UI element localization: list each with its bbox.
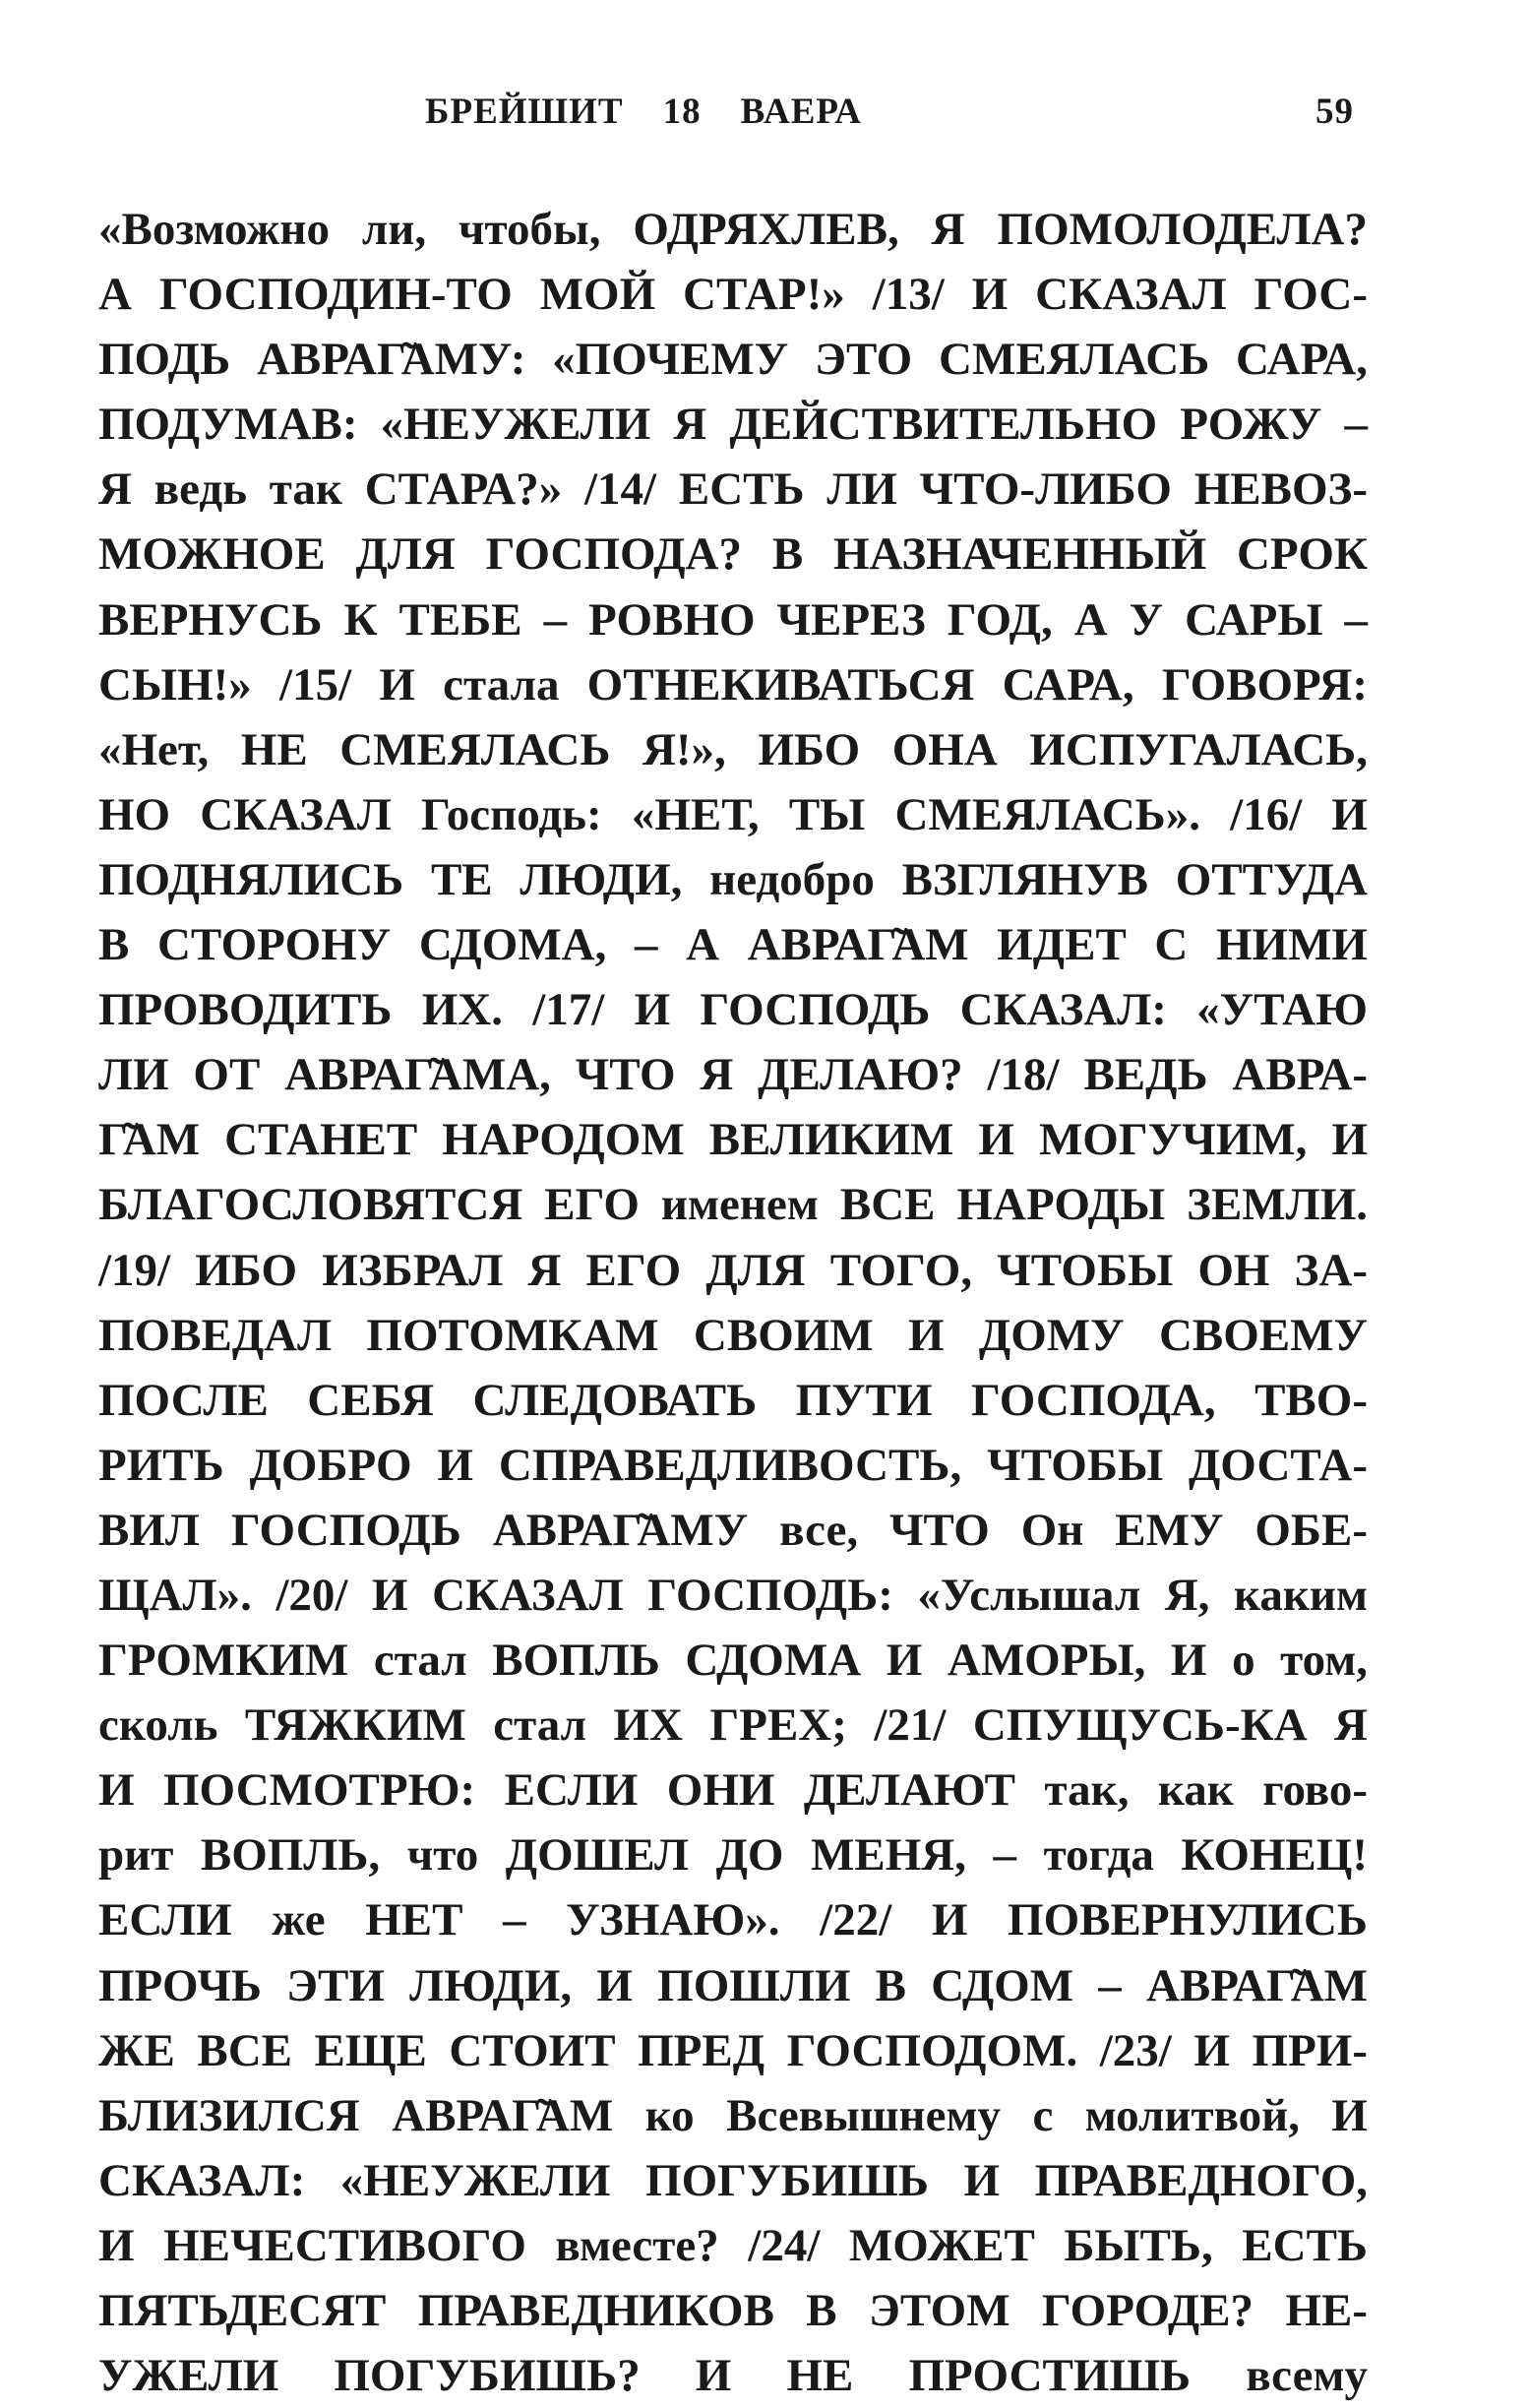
text-line: ПОСЛЕ СЕБЯ СЛЕДОВАТЬ ПУТИ ГОСПОДА, ТВО-: [98, 1374, 1368, 1426]
text-line: СЫН!» /15/ И стала ОТНЕКИВАТЬСЯ САРА, ГОВОРЯ:: [98, 658, 1368, 710]
text-line: «Возможно ли, чтобы, ОДРЯХЛЕВ, Я ПОМОЛОДЕЛА?: [98, 204, 1368, 255]
text-line: ЛИ ОТ АВРАГ̃АМА, ЧТО Я ДЕЛАЮ? /18/ ВЕДЬ АВРА-: [98, 1049, 1368, 1101]
book-title: БРЕЙШИТ: [425, 92, 624, 132]
text-line: Г̃АМ СТАНЕТ НАРОДОМ ВЕЛИКИМ И МОГУЧИМ, И: [98, 1114, 1368, 1166]
text-line: сколь ТЯЖКИМ стал ИХ ГРЕХ; /21/ СПУЩУСЬ-КА Я: [98, 1699, 1368, 1752]
text-line: А ГОСПОДИН-ТО МОЙ СТАР!» /13/ И СКАЗАЛ ГОС-: [98, 269, 1368, 321]
text-line: ПОДНЯЛИСЬ ТЕ ЛЮДИ, недобро ВЗГЛЯНУВ ОТТУДА: [98, 853, 1368, 905]
text-line: БЛАГОСЛОВЯТСЯ ЕГО именем ВСЕ НАРОДЫ ЗЕМЛИ.: [98, 1179, 1368, 1231]
text-line: ЕСЛИ же НЕТ – УЗНАЮ». /22/ И ПОВЕРНУЛИСЬ: [98, 1894, 1368, 1946]
text-line: ГРОМКИМ стал ВОПЛЬ СДОМА И АМОРЫ, И о том,: [98, 1635, 1368, 1687]
running-head: [425, 91, 862, 150]
text-line: /19/ ИБО ИЗБРАЛ Я ЕГО ДЛЯ ТОГО, ЧТОБЫ ОН ЗА-: [98, 1244, 1368, 1296]
text-line: ВИЛ ГОСПОДЬ АВРАГ̃АМУ все, ЧТО Он ЕМУ ОБЕ-: [98, 1504, 1368, 1556]
text-line: рит ВОПЛЬ, что ДОШЕЛ ДО МЕНЯ, – тогда КОНЕЦ!: [98, 1829, 1368, 1882]
chapter-number: 18: [662, 92, 702, 132]
page-number: 59: [1315, 92, 1354, 132]
text-line: Я ведь так СТАРА?» /14/ ЕСТЬ ЛИ ЧТО-ЛИБО НЕВОЗ-: [98, 463, 1368, 516]
text-line: В СТОРОНУ СДОМА, – А АВРАГ̃АМ ИДЕТ С НИМИ: [98, 919, 1368, 971]
text-line: СКАЗАЛ: «НЕУЖЕЛИ ПОГУБИШЬ И ПРАВЕДНОГО,: [98, 2154, 1368, 2206]
text-line: ПОВЕДАЛ ПОТОМКАМ СВОИМ И ДОМУ СВОЕМУ: [98, 1309, 1368, 1361]
text-line: ПОДУМАВ: «НЕУЖЕЛИ Я ДЕЙСТВИТЕЛЬНО РОЖУ –: [98, 399, 1368, 451]
text-line: ПРОЧЬ ЭТИ ЛЮДИ, И ПОШЛИ В СДОМ – АВРАГ̃АМ: [98, 1959, 1368, 2011]
text-line: ВЕРНУСЬ К ТЕБЕ – РОВНО ЧЕРЕЗ ГОД, А У САРЫ –: [98, 593, 1368, 646]
text-line: ПОДЬ АВРАГ̃АМУ: «ПОЧЕМУ ЭТО СМЕЯЛАСЬ САРА,: [98, 334, 1368, 386]
text-line: «Нет, НЕ СМЕЯЛАСЬ Я!», ИБО ОНА ИСПУГАЛАСЬ,: [98, 723, 1368, 775]
text-line: ПЯТЬДЕСЯТ ПРАВЕДНИКОВ В ЭТОМ ГОРОДЕ? НЕ-: [98, 2285, 1368, 2336]
text-line: ЩАЛ». /20/ И СКАЗАЛ ГОСПОДЬ: «Услышал Я, каким: [98, 1569, 1368, 1621]
text-line: ЖЕ ВСЕ ЕЩЕ СТОИТ ПРЕД ГОСПОДОМ. /23/ И ПРИ-: [98, 2024, 1368, 2076]
text-line: БЛИЗИЛСЯ АВРАГ̃АМ ко Всевышнему с молитвой, И: [98, 2089, 1368, 2141]
text-line: УЖЕЛИ ПОГУБИШЬ? И НЕ ПРОСТИШЬ всему: [98, 2350, 1368, 2402]
text-line: И НЕЧЕСТИВОГО вместе? /24/ МОЖЕТ БЫТЬ, ЕСТЬ: [98, 2219, 1368, 2271]
portion-name: ВАЕРА: [740, 92, 862, 132]
text-line: МОЖНОЕ ДЛЯ ГОСПОДА? В НАЗНАЧЕННЫЙ СРОК: [98, 528, 1368, 581]
text-line: НО СКАЗАЛ Господь: «НЕТ, ТЫ СМЕЯЛАСЬ». /16/ И: [98, 788, 1368, 840]
text-line: РИТЬ ДОБРО И СПРАВЕДЛИВОСТЬ, ЧТОБЫ ДОСТА-: [98, 1439, 1368, 1491]
body-text: [98, 197, 1368, 2408]
text-line: И ПОСМОТРЮ: ЕСЛИ ОНИ ДЕЛАЮТ так, как гово-: [98, 1764, 1368, 1817]
text-line: ПРОВОДИТЬ ИХ. /17/ И ГОСПОДЬ СКАЗАЛ: «УТАЮ: [98, 984, 1368, 1036]
